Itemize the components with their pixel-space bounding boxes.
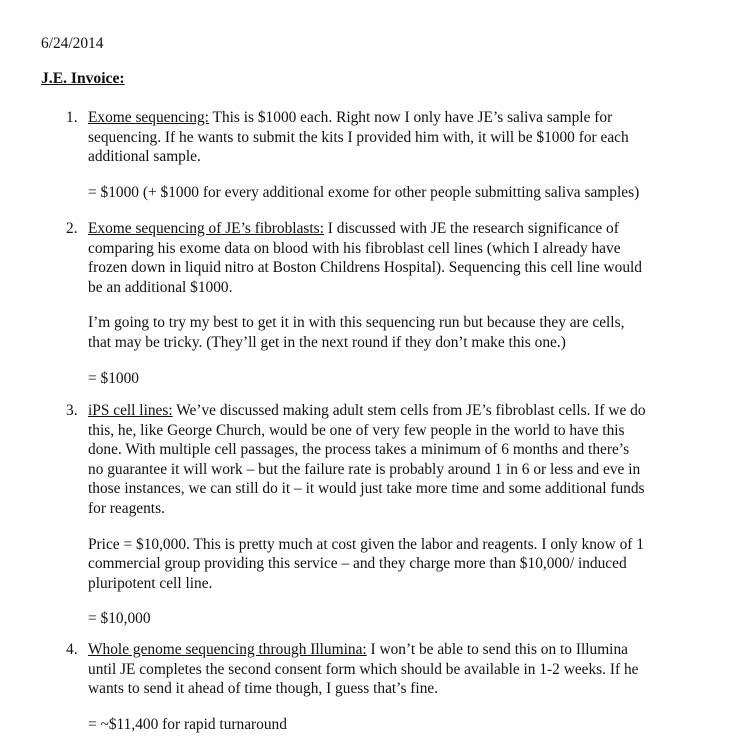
item-line: comparing his exome data on blood with his fibroblast cell lines (which I already have <box>88 239 621 257</box>
item-line-text: I won’t be able to send this on to Illumina <box>366 641 628 658</box>
item-total: = $1000 (+ $1000 for every additional exome for other people submitting saliva samples) <box>88 183 640 201</box>
item-body <box>88 219 728 388</box>
item-total: = ~$11,400 for rapid turnaround <box>88 715 287 733</box>
item-line-text: I discussed with JE the research significance of <box>323 220 619 237</box>
item-line: wants to send it ahead of time though, I guess that’s fine. <box>88 680 439 698</box>
item-number: 3. <box>66 402 78 419</box>
item-note-line: commercial group providing this service – and they charge more than $10,000/ induced <box>88 555 627 573</box>
item-body <box>88 108 728 202</box>
item-heading: iPS cell lines: <box>88 402 173 419</box>
item-heading: Exome sequencing of JE’s fibroblasts: <box>88 220 324 237</box>
item-line <box>88 108 728 128</box>
item-total: = $10,000 <box>88 610 151 628</box>
item-number: 1. <box>66 109 78 126</box>
item-line: for reagents. <box>88 499 165 517</box>
item-note-line: pluripotent cell line. <box>88 574 213 592</box>
item-number: 4. <box>66 641 78 658</box>
item-line: be an additional $1000. <box>88 278 233 296</box>
item-line <box>88 401 728 421</box>
item-line: this, he, like George Church, would be one of very few people in the world to have this <box>88 421 625 439</box>
item-body <box>88 640 728 734</box>
item-line <box>88 219 728 239</box>
document-date: 6/24/2014 <box>41 35 104 52</box>
item-number: 2. <box>66 220 78 237</box>
item-note-line: that may be tricky. (They’ll get in the next round if they don’t make this one.) <box>88 333 566 351</box>
item-line: those instances, we can still do it – it would just take more time and some additional funds <box>88 480 645 498</box>
item-line: done. With multiple cell passages, the process takes a minimum of 6 months and there’s <box>88 441 630 459</box>
item-note-line: Price = $10,000. This is pretty much at cost given the labor and reagents. I only know of 1 <box>88 535 644 553</box>
item-note-line: I’m going to try my best to get it in with this sequencing run but because they are cells, <box>88 314 625 332</box>
item-line: frozen down in liquid nitro at Boston Childrens Hospital). Sequencing this cell line would <box>88 259 642 277</box>
item-line: sequencing. If he wants to submit the kits I provided him with, it will be $1000 for each <box>88 128 629 146</box>
item-heading: Whole genome sequencing through Illumina: <box>88 641 367 658</box>
document-title: J.E. Invoice: <box>41 70 125 87</box>
item-line: additional sample. <box>88 148 201 166</box>
item-line-text: We’ve discussed making adult stem cells from JE’s fibroblast cells. If we do <box>172 402 646 419</box>
item-total: = $1000 <box>88 369 140 387</box>
item-line: until JE completes the second consent form which should be available in 1-2 weeks. If he <box>88 660 639 678</box>
item-line: no guarantee it will work – but the failure rate is probably around 1 in 6 or less and eve in <box>88 460 641 478</box>
item-body <box>88 401 728 629</box>
item-line <box>88 640 728 660</box>
item-heading: Exome sequencing: <box>88 109 209 126</box>
item-line-text: This is $1000 each. Right now I only have JE’s saliva sample for <box>208 109 613 126</box>
